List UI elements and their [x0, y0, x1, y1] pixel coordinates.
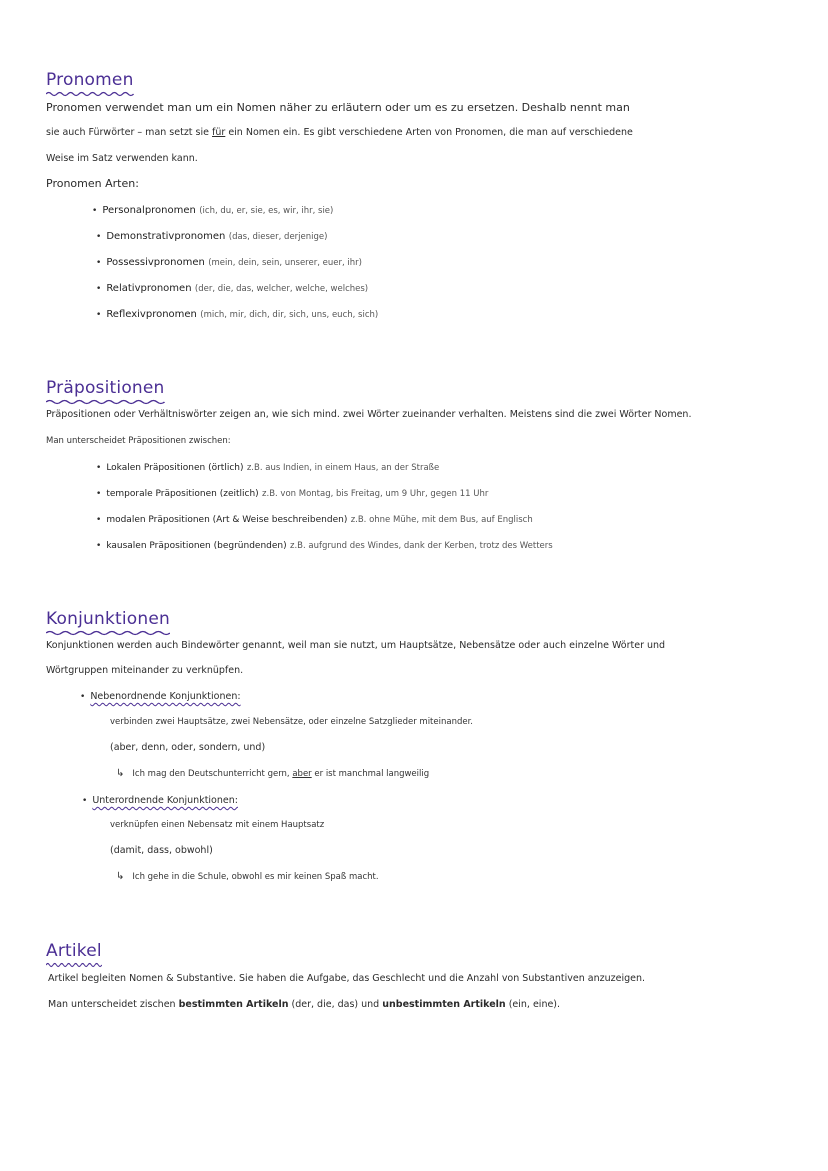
heading-praepositionen: Präpositionen [46, 378, 165, 398]
heading-artikel: Artikel [46, 941, 102, 961]
praepositionen-intro-2: Man unterscheidet Präpositionen zwischen: [46, 436, 231, 446]
pronomen-intro-1: Pronomen verwendet man um ein Nomen näher zu erläutern oder um es zu ersetzen. Deshalb nennt man [46, 101, 630, 114]
praepositionen-item: • kausalen Präpositionen (begründenden) z.B. aufgrund des Windes, dank der Kerben, trotz des Wetters [96, 541, 553, 551]
neben-example-sentence: ↳ Ich mag den Deutschunterricht gern, aber er ist manchmal langweilig [116, 768, 430, 779]
neben-examples: (aber, denn, oder, sondern, und) [110, 742, 266, 753]
pronomen-intro-2: sie auch Fürwörter – man setzt sie für ein Nomen ein. Es gibt verschiedene Arten von Pronomen, die man auf verschiedene [46, 127, 633, 138]
konjunktionen-intro-1: Konjunktionen werden auch Bindewörter genannt, weil man sie nutzt, um Hauptsätze, Nebensätze oder auch einzelne Wörter und [46, 640, 666, 651]
konjunktionen-intro-2: Wörtgruppen miteinander zu verknüpfen. [46, 665, 244, 676]
neben-title: • Nebenordnende Konjunktionen: [80, 691, 241, 702]
unter-example-sentence: ↳ Ich gehe in die Schule, obwohl es mir keinen Spaß macht. [116, 871, 379, 882]
unter-examples: (damit, dass, obwohl) [110, 845, 213, 856]
neben-desc: verbinden zwei Hauptsätze, zwei Nebensätze, oder einzelne Satzglieder miteinander. [110, 717, 474, 727]
artikel-line-1: Artikel begleiten Nomen & Substantive. Sie haben die Aufgabe, das Geschlecht und die Anzahl von Substantiven anzuzeigen. [48, 973, 645, 984]
pronomen-item: • Personalpronomen (ich, du, er, sie, es, wir, ihr, sie) [92, 205, 334, 216]
pronomen-arten-label: Pronomen Arten: [46, 177, 139, 190]
unter-title: • Unterordnende Konjunktionen: [82, 795, 238, 806]
praepositionen-item: • Lokalen Präpositionen (örtlich) z.B. aus Indien, in einem Haus, an der Straße [96, 463, 440, 473]
praepositionen-item: • temporale Präpositionen (zeitlich) z.B. von Montag, bis Freitag, um 9 Uhr, gegen 11 Uhr [96, 489, 489, 499]
pronomen-item: • Reflexivpronomen (mich, mir, dich, dir, sich, uns, euch, sich) [96, 309, 379, 320]
pronomen-item: • Demonstrativpronomen (das, dieser, derjenige) [96, 231, 328, 242]
heading-konjunktionen: Konjunktionen [46, 609, 170, 629]
pronomen-intro-3: Weise im Satz verwenden kann. [46, 153, 198, 164]
pronomen-item: • Possessivpronomen (mein, dein, sein, unserer, euer, ihr) [96, 257, 362, 268]
praepositionen-item: • modalen Präpositionen (Art & Weise beschreibenden) z.B. ohne Mühe, mit dem Bus, auf Englisch [96, 515, 533, 525]
pronomen-item: • Relativpronomen (der, die, das, welcher, welche, welches) [96, 283, 369, 294]
unter-desc: verknüpfen einen Nebensatz mit einem Hauptsatz [110, 820, 325, 830]
heading-pronomen: Pronomen [46, 70, 134, 90]
praepositionen-intro-1: Präpositionen oder Verhältniswörter zeigen an, wie sich mind. zwei Wörter zueinander verhalten. Meistens sind die zwei Wörter Nomen. [46, 409, 692, 420]
artikel-line-2: Man unterscheidet zischen bestimmten Artikeln (der, die, das) und unbestimmten Artikeln (ein, eine). [48, 999, 561, 1010]
